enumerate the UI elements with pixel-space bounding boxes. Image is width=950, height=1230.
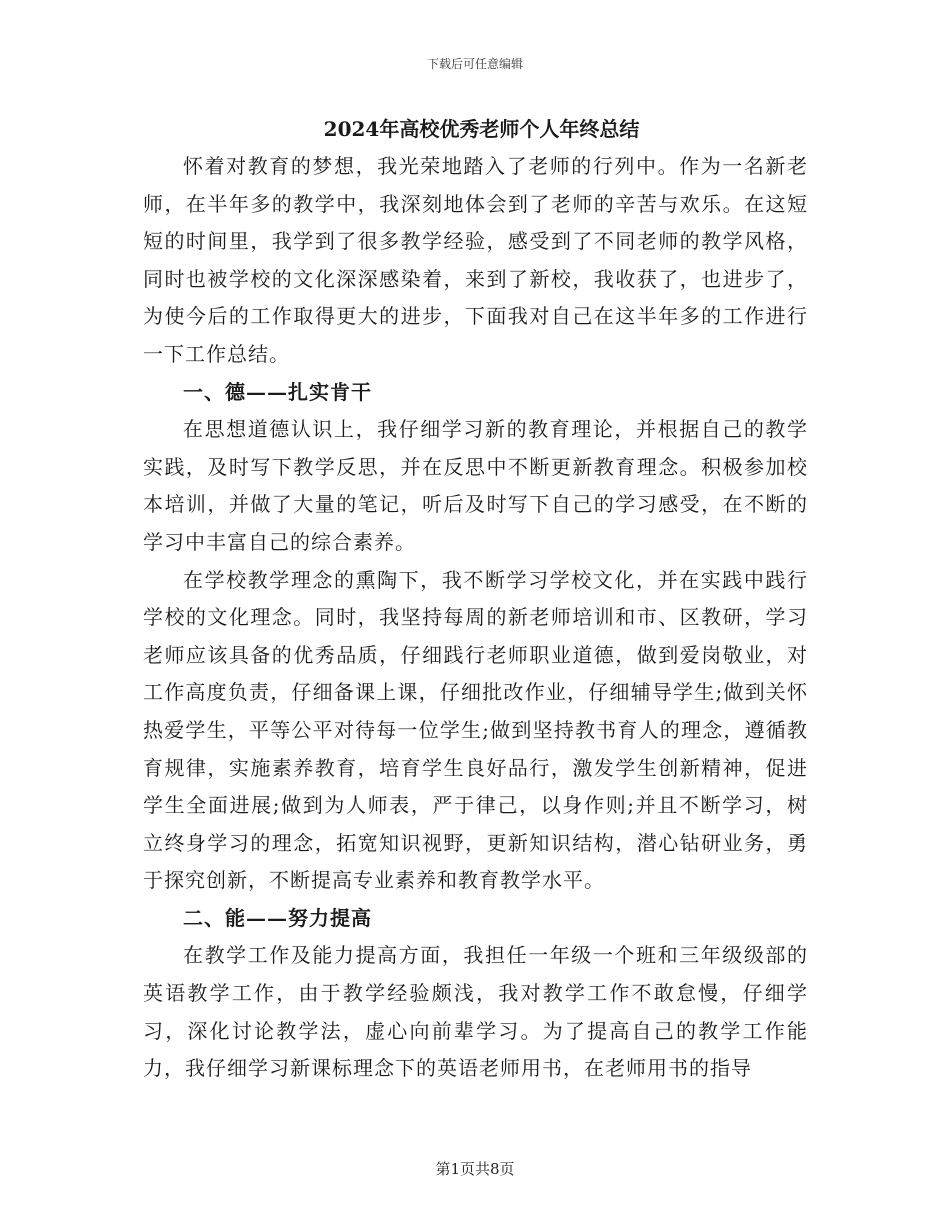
section-heading-ability: 二、能——努力提高 [183, 905, 372, 930]
section1-paragraph-1: 在思想道德认识上，我仔细学习新的教育理论，并根据自己的教学实践，及时写下教学反思，并在反思中不断更新教育理念。积极参加校本培训，并做了大量的笔记，听后及时写下自己的学习感受，在不断的学习中丰富自己的综合素养。 [143, 417, 808, 554]
page-footer-number: 第1页共8页 [435, 1160, 515, 1178]
section1-paragraph-2: 在学校教学理念的熏陶下，我不断学习学校文化，并在实践中践行学校的文化理念。同时，我坚持每周的新老师培训和市、区教研，学习老师应该具备的优秀品质，仔细践行老师职业道德，做到爱岗敬业，对工作高度负责，仔细备课上课，仔细批改作业，仔细辅导学生;做到关怀热爱学生，平等公平对待每一位学生;做到坚持教书育人的理念，遵循教育规律，实施素养教育，培育学生良好品行，激发学生创新精神，促进学生全面进展;做到为人师表，严于律己，以身作则;并且不断学习，树立终身学习的理念，拓宽知识视野，更新知识结构，潜心钻研业务，勇于探究创新，不断提高专业素养和教育教学水平。 [143, 567, 808, 893]
document-body [143, 110, 808, 1088]
section2-paragraph-1: 在教学工作及能力提高方面，我担任一年级一个班和三年级级部的英语教学工作，由于教学经验颇浅，我对教学工作不敢怠慢，仔细学习，深化讨论教学法，虚心向前辈学习。为了提高自己的教学工作能力，我仔细学习新课标理念下的英语老师用书，在老师用书的指导 [143, 943, 808, 1081]
intro-paragraph: 怀着对教育的梦想，我光荣地踏入了老师的行列中。作为一名新老师，在半年多的教学中，我深刻地体会到了老师的辛苦与欢乐。在这短短的时间里，我学到了很多教学经验，感受到了不同老师的教学风格，同时也被学校的文化深深感染着，来到了新校，我收获了，也进步了，为使今后的工作取得更大的进步，下面我对自己在这半年多的工作进行一下工作总结。 [143, 154, 808, 366]
section-heading-morality: 一、德——扎实肯干 [183, 379, 372, 404]
document-title: 2024年高校优秀老师个人年终总结 [323, 117, 640, 141]
page-header-note: 下载后可任意编辑 [426, 57, 523, 71]
